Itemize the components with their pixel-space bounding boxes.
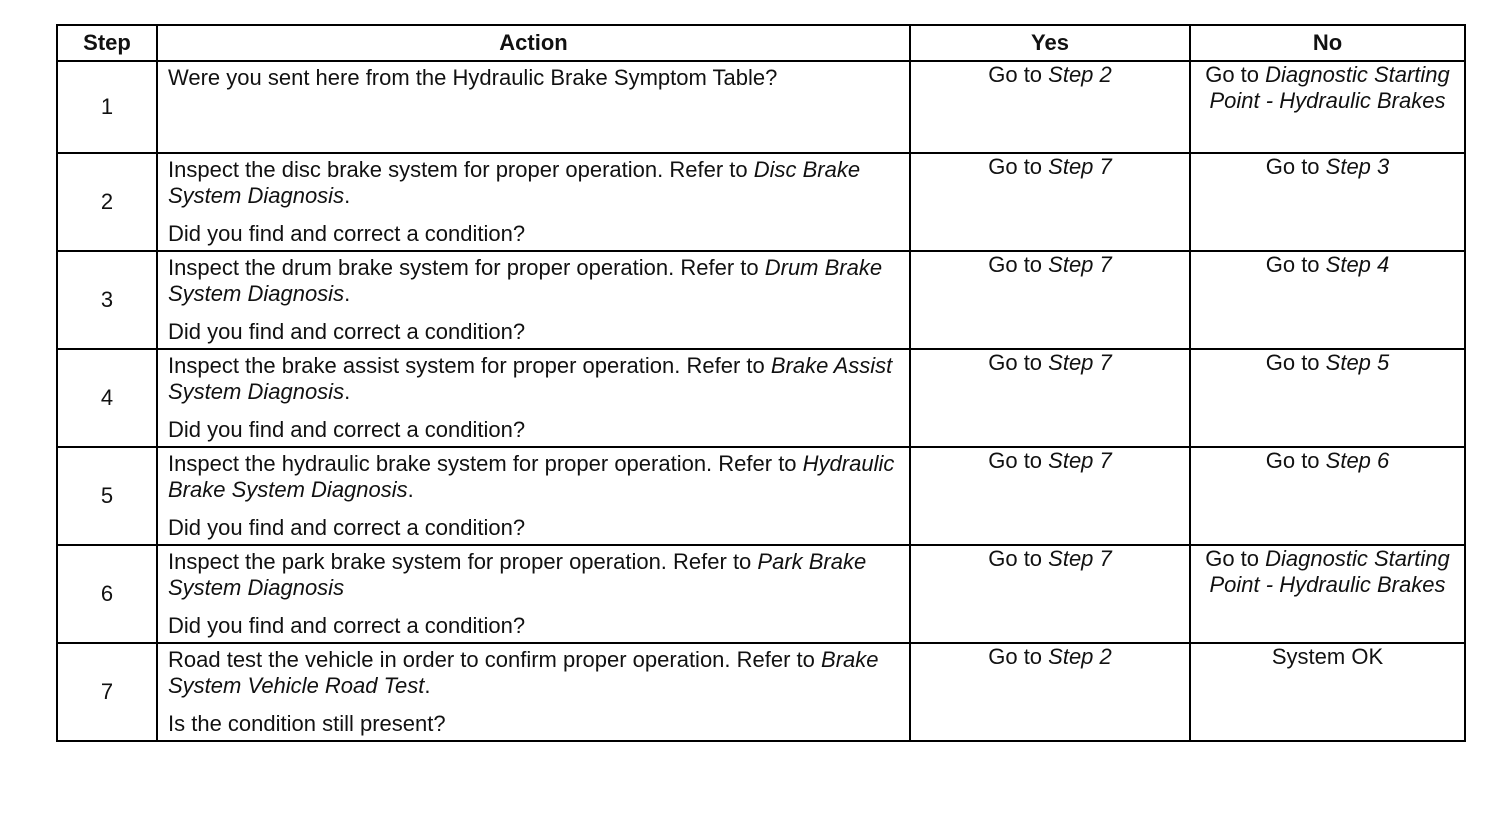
diagnostic-table [56, 24, 1466, 742]
yes-cell [910, 251, 1190, 349]
action-suffix: . [344, 379, 351, 404]
step-number: 6 [57, 545, 157, 643]
action-reference-link[interactable]: Park Brake System Diagnosis [168, 549, 867, 600]
no-step-link[interactable]: Step 3 [1325, 154, 1390, 179]
no-cell [1190, 447, 1465, 545]
step-number: 7 [57, 643, 157, 741]
yes-cell [910, 643, 1190, 741]
header-step: Step [57, 25, 157, 61]
yes-step-link[interactable]: Step 7 [1048, 154, 1112, 179]
yes-step-link[interactable]: Step 2 [1048, 62, 1112, 87]
action-instruction [168, 353, 899, 405]
action-suffix: . [424, 673, 431, 698]
yes-cell [910, 349, 1190, 447]
no-prefix: Go to [1265, 448, 1326, 473]
action-cell [157, 251, 910, 349]
no-cell [1190, 349, 1465, 447]
action-question: Did you find and correct a condition? [168, 319, 526, 344]
step-number: 1 [57, 61, 157, 153]
action-text: Road test the vehicle in order to confirm proper operation. Refer to [168, 647, 822, 672]
no-prefix: Go to [1265, 252, 1326, 277]
action-text: Inspect the park brake system for proper operation. Refer to [168, 549, 758, 574]
yes-cell [910, 447, 1190, 545]
yes-step-link[interactable]: Step 7 [1048, 252, 1112, 277]
header-action: Action [157, 25, 910, 61]
no-step-link[interactable]: Step 5 [1325, 350, 1390, 375]
action-instruction [168, 647, 899, 699]
header-no: No [1190, 25, 1465, 61]
action-reference-link[interactable]: Hydraulic Brake System Diagnosis [168, 451, 895, 502]
no-prefix: Go to [1205, 546, 1266, 571]
yes-prefix: Go to [988, 154, 1049, 179]
action-cell [157, 447, 910, 545]
yes-prefix: Go to [988, 62, 1049, 87]
yes-prefix: Go to [988, 252, 1049, 277]
table-row [57, 153, 1465, 251]
table-row [57, 643, 1465, 741]
yes-step-link[interactable]: Step 7 [1048, 350, 1112, 375]
no-cell [1190, 545, 1465, 643]
table-row [57, 251, 1465, 349]
no-cell [1190, 153, 1465, 251]
action-question: Is the condition still present? [168, 711, 446, 736]
action-instruction [168, 549, 899, 601]
action-question: Did you find and correct a condition? [168, 221, 526, 246]
action-reference-link[interactable]: Brake System Vehicle Road Test [168, 647, 879, 698]
no-prefix: Go to [1265, 154, 1326, 179]
table-row [57, 61, 1465, 153]
action-instruction [168, 451, 899, 503]
action-text: Inspect the brake assist system for proper operation. Refer to [168, 353, 771, 378]
yes-prefix: Go to [988, 644, 1049, 669]
header-row [57, 25, 1465, 61]
table-row [57, 447, 1465, 545]
action-question: Did you find and correct a condition? [168, 613, 526, 638]
yes-step-link[interactable]: Step 7 [1048, 546, 1112, 571]
yes-cell [910, 545, 1190, 643]
action-suffix: . [407, 477, 414, 502]
action-text: Inspect the drum brake system for proper operation. Refer to [168, 255, 765, 280]
table-row [57, 545, 1465, 643]
yes-step-link[interactable]: Step 2 [1048, 644, 1112, 669]
action-question: Did you find and correct a condition? [168, 417, 526, 442]
no-step-link[interactable]: Step 6 [1325, 448, 1390, 473]
yes-step-link[interactable]: Step 7 [1048, 448, 1112, 473]
step-number: 2 [57, 153, 157, 251]
table-row [57, 349, 1465, 447]
action-suffix: . [344, 281, 351, 306]
action-instruction [168, 255, 899, 307]
action-cell [157, 643, 910, 741]
action-cell [157, 349, 910, 447]
no-result: System OK [1271, 644, 1384, 669]
action-suffix: . [344, 183, 351, 208]
no-prefix: Go to [1205, 62, 1266, 87]
step-number: 5 [57, 447, 157, 545]
action-question: Did you find and correct a condition? [168, 515, 526, 540]
no-prefix: Go to [1265, 350, 1326, 375]
step-number: 3 [57, 251, 157, 349]
action-cell [157, 545, 910, 643]
action-cell [157, 61, 910, 153]
header-yes: Yes [910, 25, 1190, 61]
action-text: Were you sent here from the Hydraulic Brake Symptom Table? [168, 65, 778, 90]
action-reference-link[interactable]: Disc Brake System Diagnosis [168, 157, 861, 208]
action-cell [157, 153, 910, 251]
action-text: Inspect the disc brake system for proper operation. Refer to [168, 157, 754, 182]
action-reference-link[interactable]: Brake Assist System Diagnosis [168, 353, 893, 404]
no-step-link[interactable]: Diagnostic Starting Point - Hydraulic Brakes [1209, 62, 1450, 113]
no-cell [1190, 61, 1465, 153]
yes-cell [910, 153, 1190, 251]
no-step-link[interactable]: Diagnostic Starting Point - Hydraulic Brakes [1209, 546, 1450, 597]
yes-cell [910, 61, 1190, 153]
no-cell [1190, 643, 1465, 741]
action-reference-link[interactable]: Drum Brake System Diagnosis [168, 255, 883, 306]
yes-prefix: Go to [988, 350, 1049, 375]
action-instruction [168, 157, 899, 209]
no-cell [1190, 251, 1465, 349]
no-step-link[interactable]: Step 4 [1325, 252, 1390, 277]
step-number: 4 [57, 349, 157, 447]
yes-prefix: Go to [988, 448, 1049, 473]
yes-prefix: Go to [988, 546, 1049, 571]
action-text: Inspect the hydraulic brake system for proper operation. Refer to [168, 451, 803, 476]
